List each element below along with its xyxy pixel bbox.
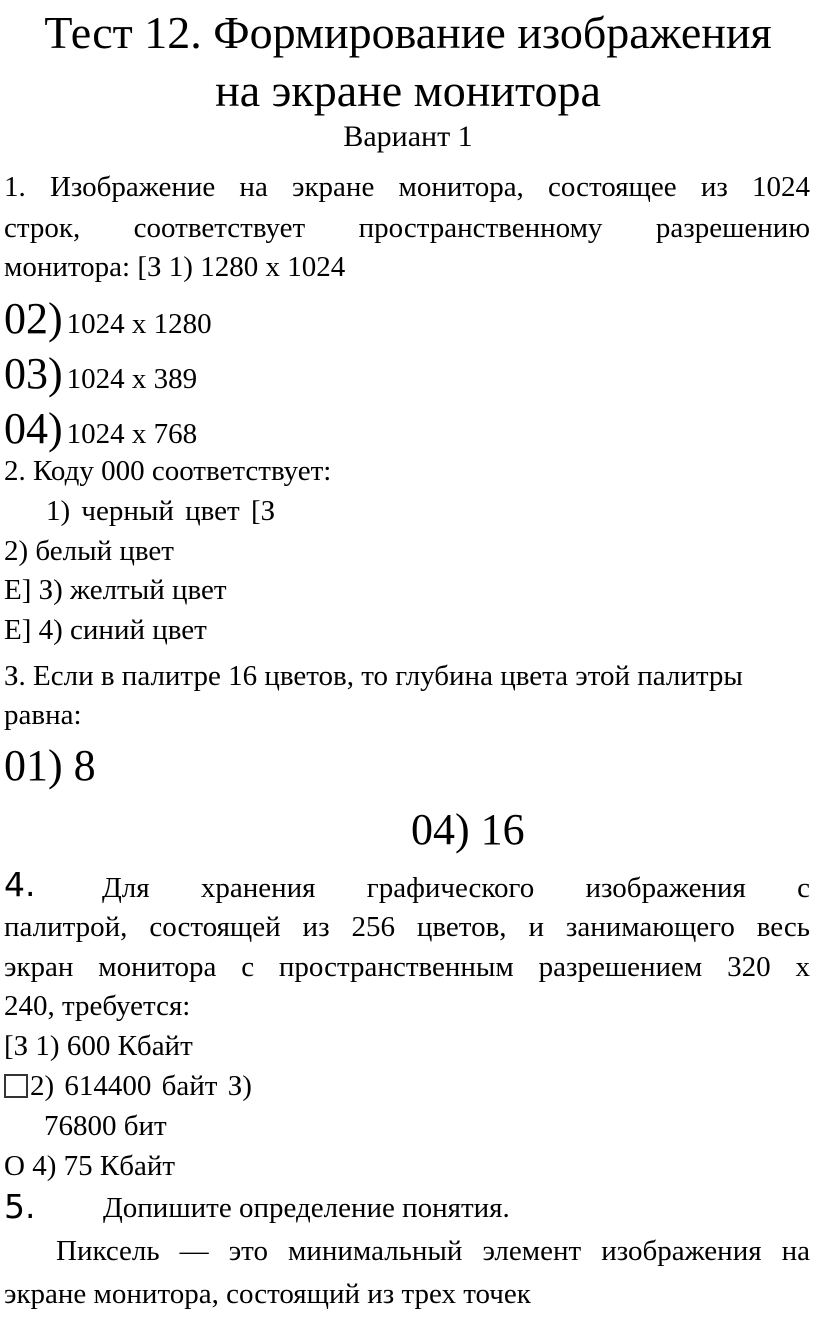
q4-option-1: [З 1) 600 Кбайт bbox=[4, 1030, 193, 1062]
q5-text-line1: Пиксель — это минимальный элемент изображения на bbox=[56, 1235, 810, 1267]
q3-option-1: 01) 8 bbox=[4, 741, 96, 790]
q4-text-line4: 240, требуется: bbox=[4, 990, 191, 1022]
q1-option-3-text: 1024 х 389 bbox=[66, 363, 198, 395]
page-title-line2: на экране монитора bbox=[215, 65, 601, 116]
q4-text-line3: экран монитора с пространственным разрешением 320 х bbox=[4, 951, 810, 983]
variant-label: Вариант 1 bbox=[343, 120, 473, 153]
q3-text-line1: З. Если в палитре 16 цветов, то глубина цвета этой палитры bbox=[4, 660, 743, 692]
q3-text-line2: равна: bbox=[4, 699, 82, 731]
q1-option-3-num: 03) bbox=[4, 349, 63, 398]
q2-option-1: 1) черный цвет [З bbox=[46, 495, 276, 527]
q4-text-line2: палитрой, состоящей из 256 цветов, и занимающего весь bbox=[4, 911, 810, 943]
checkbox-icon[interactable] bbox=[4, 1074, 28, 1098]
q1-text-line1: 1. Изображение на экране монитора, состоящее из 1024 bbox=[4, 171, 810, 203]
q1-option-2-text: 1024 х 1280 bbox=[66, 308, 212, 340]
q4-text-line1: Для хранения графического изображения с bbox=[102, 872, 810, 904]
q4-option-4: О 4) 75 Кбайт bbox=[4, 1150, 176, 1182]
page-title-line1: Тест 12. Формирование изображения bbox=[44, 7, 772, 58]
q1-option-4-num: 04) bbox=[4, 404, 63, 453]
q1-option-4-text: 1024 х 768 bbox=[66, 418, 198, 450]
q1-option-4 bbox=[4, 404, 198, 453]
q3-option-4: 04) 16 bbox=[411, 805, 525, 854]
q5-heading: Допишите определение понятия. bbox=[103, 1192, 510, 1224]
q4-option-2: 2) 614400 байт З) bbox=[30, 1070, 252, 1102]
q5-text-line2: экране монитора, состоящий из трех точек bbox=[4, 1278, 531, 1310]
q4-number: 4. bbox=[4, 865, 36, 904]
q2-option-3: Е] З) желтый цвет bbox=[4, 574, 227, 606]
q4-option-2-row bbox=[4, 1072, 252, 1101]
q1-option-3 bbox=[4, 349, 198, 398]
q1-option-2 bbox=[4, 294, 212, 343]
q2-option-2: 2) белый цвет bbox=[4, 535, 174, 567]
q2-question: 2. Коду 000 соответствует: bbox=[4, 455, 332, 487]
q2-option-4: Е] 4) синий цвет bbox=[4, 614, 207, 646]
q1-text-line3: монитора: [З 1) 1280 х 1024 bbox=[4, 251, 346, 283]
q1-option-2-num: 02) bbox=[4, 294, 63, 343]
q4-option-3: 76800 бит bbox=[44, 1110, 167, 1142]
q5-number: 5. bbox=[4, 1187, 36, 1226]
q1-text-line2: строк, соответствует пространственному разрешению bbox=[4, 212, 810, 244]
